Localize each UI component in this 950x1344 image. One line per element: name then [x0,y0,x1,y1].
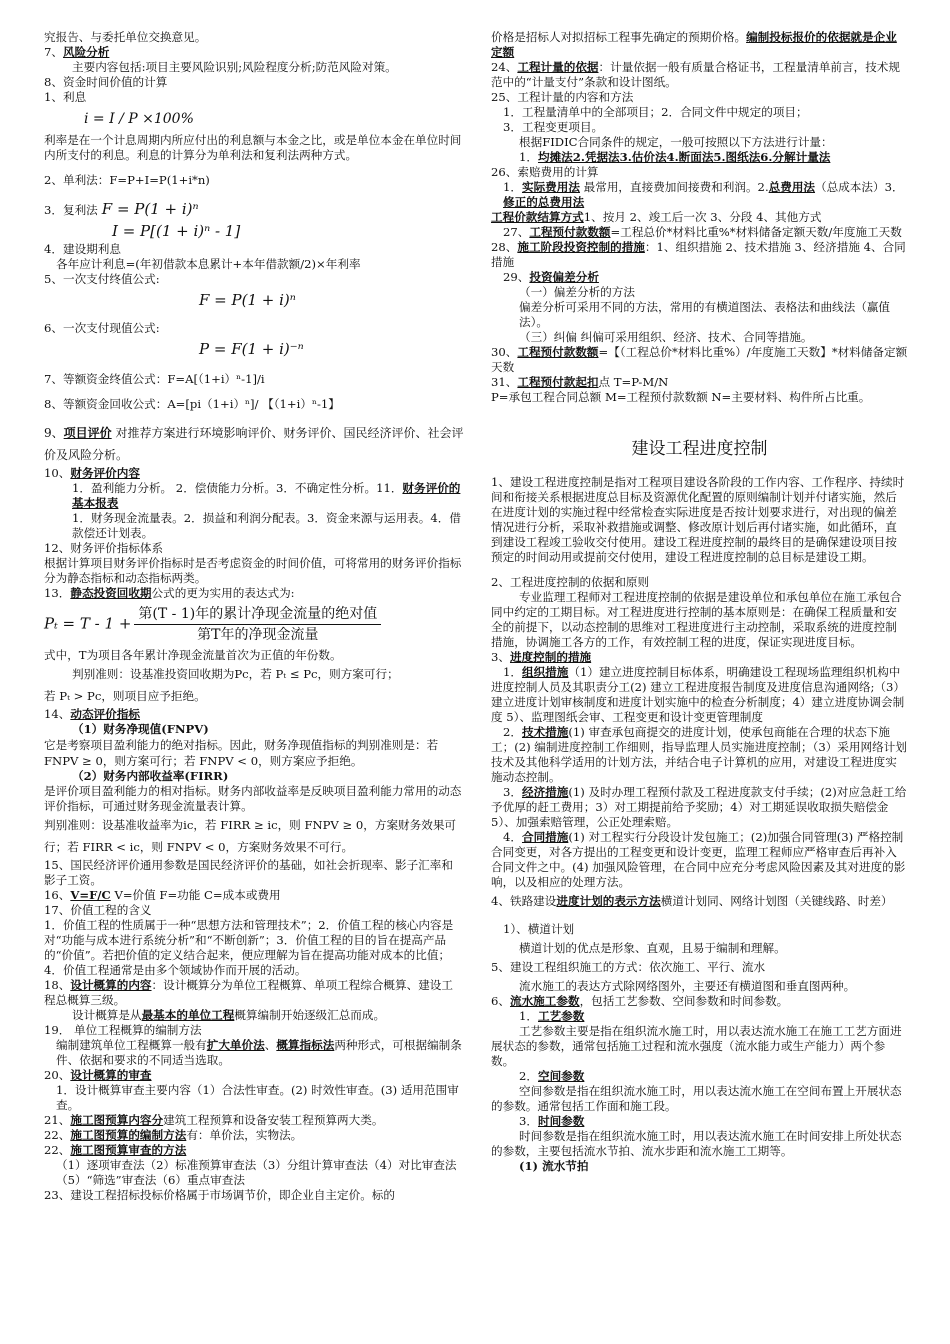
num: 28、 [491,240,518,254]
underlined: 最基本的单位工程 [141,1008,235,1022]
text: （总成本法）3． [815,180,904,194]
num: 1． [519,1009,538,1023]
formula-payback [44,604,464,645]
text: ，包括工艺参数、空间参数和时间参数。 [579,994,789,1008]
text-line: 3．工程变更项目。 [503,120,604,134]
text: V=价值 F=功能 C=成本或费用 [110,888,281,902]
num: 1． [519,150,538,164]
text-line: 若 Pₜ > Pc，则项目应予拒绝。 [44,689,206,703]
text: 、 [264,1038,277,1052]
num: 24、 [491,60,518,74]
heading-underlined: 动态评价指标 [70,707,140,721]
underlined: 实际费用法 [521,180,580,194]
underlined: 进度计划的表示方法 [556,894,661,908]
text-line [44,481,464,511]
num: 14、 [44,707,71,721]
section-title: 建设工程进度控制 [631,439,768,459]
underlined: 经济措施 [521,785,569,799]
text: =【（工程总价*材料比重%）/年度施工天数】*材料储备定额天数 [491,345,908,374]
heading: 12、财务评价指标体系 [44,541,164,555]
fraction [134,604,381,645]
num: 1． [503,665,522,679]
text-line: 5、一次支付终值公式: [44,272,160,286]
text: 4、铁路建设 [491,894,557,908]
subheading: （2）财务内部收益率(FIRR) [72,769,229,783]
text-line [491,210,908,225]
text-paragraph: 是评价项目盈利能力的相对指标。财务内部收益率是反映项目盈利能力常用的动态评价指标，可通过财务现金流量表计算。 [44,784,462,813]
text-line: 6、一次支付现值公式: [44,321,160,335]
text-line [44,1008,464,1023]
text: (1) 对工程实行分段设计发包施工；(2)加强合同管理(3) 严格控制合同变更，对各方提出的工程变更和设计变更，监理工程师应严格审查后再补入合同文件之中。(4) 加强风险管理，在合同中应充分考虑风险因素及其对进度的影响，以及相应的处理方法。 [491,830,906,889]
heading [44,466,464,481]
text: 点 T=P-M/N [598,375,669,389]
num: 3． [519,1114,538,1128]
text: ：设计概算分为单位工程概算、单项工程综合概算、建设工程总概算三级。 [44,978,453,1007]
num: 9、 [44,426,64,440]
heading-underlined: V=F/C [70,888,111,902]
formula-line [44,198,464,220]
subheading [491,1009,908,1024]
underlined: 修正的总费用法 [503,195,585,209]
text-line: 7、等额资金终值公式：F=A[（1+i）ⁿ-1]/i [44,372,265,386]
text: 横道计划同、网络计划图（关键线路、时差） [660,894,893,908]
heading-underlined: 施工图预算的编制方法 [70,1128,187,1142]
formula-present-value: P = F(1 + i)⁻ⁿ [199,340,304,358]
num: 22、 [44,1143,71,1157]
text-paragraph: 它是考察项目盈利能力的绝对指标。因此，财务净现值指标的判别准则是：若 FNPV ≥ 0，则方案可行；若 FNPV < 0，则方案应予拒绝。 [44,738,439,768]
heading-underlined: 进度控制的措施 [509,650,592,664]
heading: 19． 单位工程概算的编制方法 [44,1023,202,1037]
num: 6、 [491,994,510,1008]
text-line [44,1128,464,1143]
num: 18、 [44,978,71,992]
formula-future-value: F = P(1 + i)ⁿ [199,291,296,309]
text: (1) 审查承包商提交的进度计划，使承包商能在合理的状态下施工；(2) 编制进度控制工作细则，指导监理人员实施进度控制；（3）采用网络计划技术及其他科学适用的计划方法，并结合电子计算机的应用，对建设工程进度实施动态控制。 [491,725,907,784]
heading [44,1143,464,1158]
heading [44,1068,464,1083]
heading-underlined: 设计概算的内容 [70,978,152,992]
text-paragraph [491,890,908,912]
text-paragraph [491,665,908,725]
text: 编制建筑单位工程概算一般有 [56,1038,207,1052]
num: 4． [503,830,522,844]
num: 20、 [44,1068,71,1082]
text: =工程总价*材料比重%*材料储备定额天数/年度施工天数 [610,225,902,239]
heading-underlined: 静态投资回收期 [70,586,152,600]
right-column [491,30,908,1174]
text-line: 各年应计利息=(年初借款本息累计+本年借款额/2)×年利率 [56,257,361,271]
text-paragraph: 利率是在一个计息周期内所应付出的利息额与本金之比，或是单位本金在单位时间内所支付的利息。利息的计算分为单利法和复利法两种方式。 [44,133,462,162]
text-paragraph [491,240,908,270]
text-paragraph [491,225,908,240]
left-column [44,30,464,1203]
subheading: （1）财务净现值(FNPV) [72,722,209,736]
heading-underlined: 工程计量的依据 [517,60,599,74]
num: 10、 [44,466,71,480]
heading [44,707,464,722]
text-paragraph [44,422,464,466]
text-paragraph [491,345,908,375]
text-paragraph: 判别准则：设基准收益率为ic，若 FIRR ≥ ic，则 FNPV ≥ 0，方案财务效果可行；若 FIRR < ic，则 FNPV < 0，方案财务效果不可行。 [44,818,457,854]
text-paragraph: 1．设计概算审查主要内容（1）合法性审查。(2) 时效性审查。(3) 适用范围审查。 [56,1083,459,1112]
text-paragraph [491,60,908,90]
heading: 25、工程计量的内容和方法 [491,90,634,104]
heading [491,270,908,285]
text-paragraph: 15、国民经济评价通用参数是国民经济评价的基础，如社会折现率、影子汇率和影子工资。 [44,858,453,887]
text: 设计概算是从 [72,1008,142,1022]
underlined: 技术措施 [521,725,569,739]
num: 21、 [44,1113,71,1127]
text: 建筑工程预算和设备安装工程预算两大类。 [163,1113,384,1127]
text: (1) 及时办理工程预付款及工程进度款支付手续；(2)对应急赶工给予优厚的赶工费用；3）对工期提前给予奖励；4）对工期延误收取损失赔偿金 5）、加强索赔管理，公正处理索赔。 [491,785,907,829]
text-line [44,1113,464,1128]
num: 27、 [503,225,530,239]
text-paragraph [491,180,908,210]
underlined: 均摊法2.凭据法3.估价法4.断面法5.图纸法6.分解计量法 [537,150,831,164]
text-paragraph: P=承包工程合同总额 M=工程预付款数额 N=主要材料、构件所占比重。 [491,390,871,404]
heading-underlined: 投资偏差分析 [529,270,599,284]
text: 概算编制开始逐级汇总而成。 [234,1008,386,1022]
label: 3．复利法 [44,203,98,217]
underlined: 总费用法 [768,180,816,194]
subheading: (1) 流水节拍 [519,1159,589,1173]
heading-underlined: 工程预付款数额 [517,345,599,359]
num: 13． [44,586,71,600]
text-paragraph [491,150,908,165]
heading-underlined: 工程预付款数额 [529,225,611,239]
text-line: 23、建设工程招标投标价格属于市场调节价，即企业自主定价。标的 [44,1188,395,1202]
text-paragraph: 1．财务现金流量表。2．损益和利润分配表。3．资金来源与运用表。4．借款偿还计划表。 [72,511,461,540]
heading: 1、利息 [44,90,87,104]
text-line: 2、单利法：F=P+I=P(1+i*n) [44,173,210,187]
num: 22、 [44,1128,71,1142]
text-line: 根据FIDIC合同条件的规定，一般可按照以下方法进行计量： [519,135,833,149]
heading-underlined: 财务评价内容 [70,466,140,480]
text-line [491,375,908,390]
subheading [491,1069,908,1084]
heading: 2、工程进度控制的依据和原则 [491,575,650,589]
text-line: 8、等额资金回收公式：A=[pi（1+i）ⁿ]/ 【（1+i）ⁿ-1】 [44,397,340,411]
heading-underlined: 工程价款结算方式 [491,210,584,224]
text-paragraph [491,830,908,890]
heading-underlined: 施工图预算内容分 [70,1113,164,1127]
text-line: 横道计划的优点是形象、直观，且易于编制和理解。 [519,941,786,955]
formula-interest: i = I / P ×100% [84,111,194,127]
heading-underlined: 流水施工参数 [509,994,580,1008]
text: ：计量依据一般有质量合格证书，工程量清单前言，技术规范中的“计量支付”条款和设计图纸。 [491,60,900,89]
text-line: 1．工程量清单中的全部项目；2．合同文件中规定的项目； [503,105,808,119]
heading-underlined: 风险分析 [62,45,110,59]
text-paragraph: 偏差分析可采用不同的方法，常用的有横道图法、表格法和曲线法（赢值法）。 [519,300,891,329]
text-paragraph [44,1038,464,1068]
text-paragraph: （1）逐项审查法（2）标准预算审查法（3）分组计算审查法（4）对比审查法（5）“筛选”审查法（6）重点审查法 [56,1158,457,1187]
underlined: 组织措施 [521,665,569,679]
text-paragraph: 1、建设工程进度控制是指对工程项目建设各阶段的工作内容、工作程序、持续时间和衔接关系根据进度总目标及资源优化配置的原则编制计划并付诸实施，然后在进度计划的实施过程中经常检查实际进度是否按计划要求进行，对出现的偏差情况进行分析，采取补救措施或调整、修改原计划后再付诸实施，如此循环，直到建设工程竣工验收交付使用。建设工程进度控制的最终目的是确保建设项目按预定的时间动用或提前交付使用，建设工程进度控制的总目标是建设工期。 [491,475,905,564]
num: 2． [503,725,522,739]
text-paragraph [491,30,908,60]
text: 价格是招标人对拟招标工程事先确定的预期价格。 [491,30,747,44]
underlined: 合同措施 [521,830,569,844]
num: 7、 [44,45,63,59]
underlined: 时间参数 [537,1114,585,1128]
text: 1．盈利能力分析。 2．偿债能力分析。3．不确定性分析。11． [72,481,403,495]
text-line: 究报告、与委托单位交换意见。 [44,30,207,44]
text: 1、按月 2、竣工后一次 3、分段 4、其他方式 [583,210,822,224]
text: 1． [503,180,522,194]
underlined: 扩大单价法 [206,1038,265,1052]
num: 31、 [491,375,518,389]
heading [44,45,464,60]
text-line [44,586,464,601]
text-line: 主要内容包括:项目主要风险识别;风险程度分析;防范风险对策。 [72,60,397,74]
underlined: 工艺参数 [537,1009,585,1023]
subheading [491,1114,908,1129]
heading: 17、价值工程的含义 [44,903,152,917]
underlined: 概算指标法 [276,1038,335,1052]
text-paragraph [44,978,464,1008]
text-line: 5、建设工程组织施工的方式：依次施工、平行、流水 [491,960,766,974]
text: 两种形式，可根据编制条件、依据和要求的不同适当选取。 [56,1038,462,1067]
text-paragraph [491,725,908,785]
underlined: 编制投标报价的依据就是企业定额 [491,30,897,59]
heading: 26、索赔费用的计算 [491,165,599,179]
num: 16、 [44,888,71,902]
numerator: 第(T - 1)年的累计净现金流量的绝对值 [134,604,381,625]
heading-underlined: 项目评价 [63,426,112,440]
num: 3． [503,785,522,799]
heading-underlined: 财务评价的基本报表 [72,481,461,510]
heading: 8、资金时间价值的计算 [44,75,168,89]
text-paragraph: 1．价值工程的性质属于一种“思想方法和管理技术”；2．价值工程的核心内容是对“功能与成本进行系统分析”和“不断创新”；3．价值工程的目的旨在提高产品的“价值”。若把价值的定义结合起来，便应理解为旨在提高功能对成本的比值；4．价值工程通常是由多个领域协作而开展的活动。 [44,918,454,977]
subheading: （一）偏差分析的方法 [519,285,635,299]
formula-compound: F = P(1 + i)ⁿ [101,200,199,218]
denominator: 第T年的净现金流量 [197,627,319,643]
text: 公式的更为实用的表达式为: [151,586,295,600]
text: ：1、组织措施 2、技术措施 3、经济措施 4、合同措施 [491,240,906,269]
underlined: 空间参数 [537,1069,585,1083]
num: 29、 [503,270,530,284]
text: 有：单价法，实物法。 [186,1128,303,1142]
heading-underlined: 施工图预算审查的方法 [70,1143,187,1157]
text-paragraph: 空间参数是指在组织流水施工时，用以表达流水施工在空间布置上开展状态的参数。通常包括工作面和施工段。 [491,1084,902,1113]
num: 2． [519,1069,538,1083]
text: 最常用，直接费加间接费和利润。2. [579,180,769,194]
text-line: 式中，T为项目各年累计净现金流量首次为正值的年份数。 [44,648,342,662]
text-paragraph: 根据计算项目财务评价指标时是否考虑资金的时间价值，可将常用的财务评价指标分为静态指标和动态指标两类。 [44,556,462,585]
heading [491,650,908,665]
heading-underlined: 工程预付款起扣 [517,375,599,389]
text-paragraph: 时间参数是指在组织流水施工时，用以表达流水施工在时间安排上所处状态的参数，主要包括流水节拍、流水步距和流水施工工期等。 [491,1129,902,1158]
num: 3、 [491,650,510,664]
text-paragraph [491,785,908,830]
formula-lhs: Pₜ = T - 1 + [44,614,132,633]
text-line: 判别准则：设基准投资回收期为Pc，若 Pₜ ≤ Pc，则方案可行； [72,667,399,681]
heading: 1）、横道计划 [503,922,575,936]
formula-compound-interest: I = P[(1 + i)ⁿ - 1] [112,222,241,240]
text-paragraph: 工艺参数主要是指在组织流水施工时，用以表达流水施工在施工工艺方面进展状态的参数，通常包括施工过程和流水强度（流水能力或生产能力）两个参数。 [491,1024,902,1068]
text: （1）建立进度控制目标体系，明确建设工程现场监理组织机构中进度控制人员及其职责分工(2) 建立工程进度报告制度及进度信息沟通网络;（3）建立进度计划审核制度和进度计划实施中的检查分析制度；4）建立进度协调会制度 5）、监理图纸会审、工程变更和设计变更管理制度 [491,665,905,724]
text-paragraph: 专业监理工程师对工程进度控制的依据是建设单位和承包单位在施工承包合同中约定的工期目标。对工程进度进行控制的基本原则是：在确保工程质量和安全的前提下，以动态控制的思维对工程进度进行主动控制，采取系统的进度控制措施，协调施工各方的工作，有效控制工程的进度，保证实现进度目标。 [491,590,902,649]
heading [491,994,908,1009]
heading-underlined: 施工阶段投资控制的措施 [517,240,645,254]
text-paragraph: 流水施工的表达方式除网络图外，主要还有横道图和垂直图两种。 [519,979,856,993]
heading: 4．建设期利息 [44,242,121,256]
text-line: （三）纠偏 纠偏可采用组织、经济、技术、合同等措施。 [519,330,813,344]
text-line [44,888,464,903]
text: 对推荐方案进行环境影响评价、财务评价、国民经济评价、社会评价及风险分析。 [44,426,464,462]
heading-underlined: 设计概算的审查 [70,1068,152,1082]
num: 30、 [491,345,518,359]
